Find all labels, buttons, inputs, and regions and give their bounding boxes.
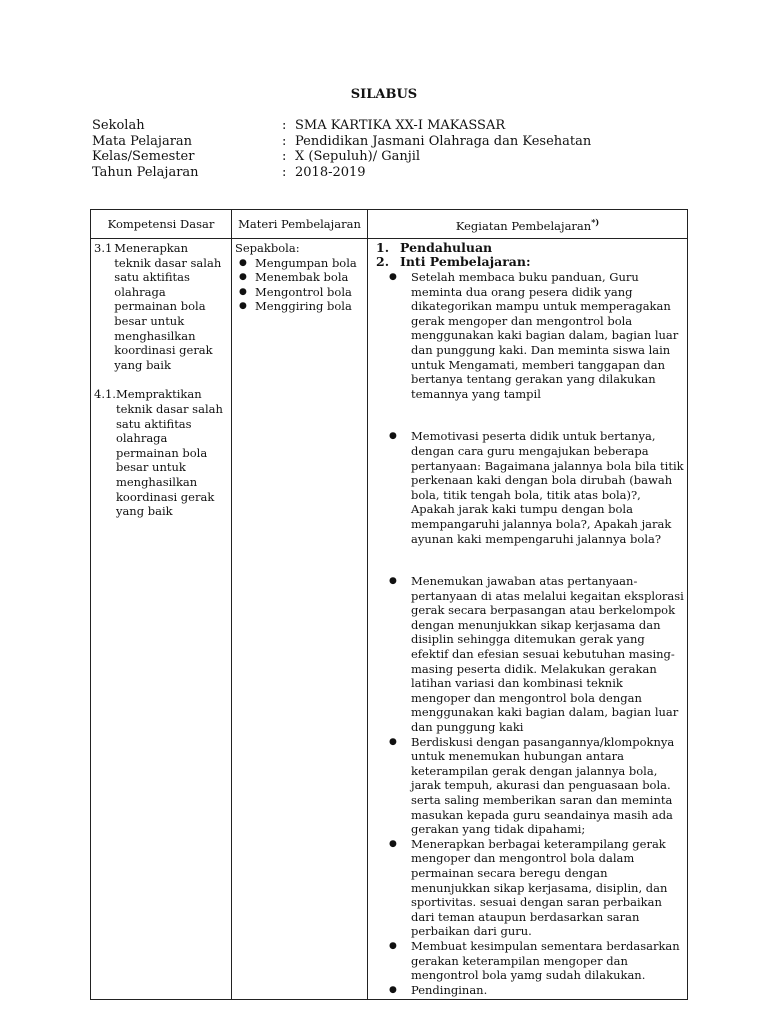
info-row-tahun-pelajaran [92, 165, 591, 181]
materi-list [235, 256, 364, 314]
bullet-icon: ● [389, 838, 397, 849]
kegiatan-list [371, 270, 684, 997]
list-item [371, 837, 684, 939]
materi-cell [232, 239, 368, 1000]
info-row-mata-pelajaran [92, 134, 591, 150]
bullet-icon: ● [239, 272, 247, 283]
info-row-sekolah [92, 118, 591, 134]
bullet-icon: ● [389, 736, 397, 747]
bullet-icon: ● [389, 272, 397, 282]
section-number: 1. [376, 240, 390, 255]
info-label: Kelas/Semester [92, 149, 195, 164]
list-item [371, 429, 684, 546]
info-label: Sekolah [92, 118, 145, 133]
materi-title: Sepakbola: [235, 241, 300, 255]
kompetensi-text: Menerapkan teknik dasar salah satu aktifitas olahraga permainan bola besar untuk menghasilkan koordinasi gerak yang baik [114, 241, 222, 372]
header-materi-pembelajaran: Materi Pembelajaran [232, 210, 368, 239]
info-value: Pendidikan Jasmani Olahraga dan Kesehatan [295, 133, 592, 149]
materi-item-text: Mengumpan bola [255, 255, 357, 270]
list-item [235, 285, 364, 300]
kompetensi-number: 4.1. [94, 387, 116, 402]
info-colon: : [282, 118, 287, 133]
kegiatan-item-text: Memotivasi peserta didik untuk bertanya, dengan cara guru mengajukan beberapa pertanyaan: Bagaimana jalannya bola bila titik perkenaan kaki dengan bola dirubah (bawah bola, titik tengah bola, titik atas bola)?, Apakah jarak kaki tumpu dengan bola mempangaruhi jalannya bola?, Apakah jarak ayunan kaki mempengaruhi jalannya bola? [411, 429, 684, 546]
section-number: 2. [376, 254, 390, 269]
kegiatan-item-text: Membuat kesimpulan sementara berdasarkan gerakan keterampilan mengoper dan mengontrol bola yamg sudah dilakukan. [411, 938, 680, 983]
header-kegiatan-label: Kegiatan Pembelajaran [455, 218, 592, 233]
bullet-icon: ● [239, 301, 247, 312]
materi-item-text: Mengontrol bola [255, 284, 352, 299]
materi-item-text: Menembak bola [255, 270, 349, 285]
bullet-icon: ● [239, 286, 247, 297]
info-label: Mata Pelajaran [92, 133, 193, 149]
list-item [371, 574, 684, 735]
kompetensi-item [94, 241, 228, 372]
section-title: Pendahuluan [400, 240, 493, 255]
kegiatan-item-text: Menerapkan berbagai keterampilang gerak mengoper dan mengontrol bola dalam permainan secara beregu dengan menunjukkan sikap kerjasama, disiplin, dan sportivitas. sesuai dengan saran perbaikan dari teman ataupun berdasarkan saran perbaikan dari guru. [411, 836, 668, 939]
kegiatan-item-text: Pendinginan. [411, 982, 488, 997]
info-row-kelas-semester [92, 149, 591, 165]
bullet-icon: ● [389, 431, 397, 442]
materi-item-text: Menggiring bola [255, 299, 352, 314]
list-item [371, 939, 684, 983]
info-value: 2018-2019 [295, 164, 366, 180]
kegiatan-item-text: Menemukan jawaban atas pertanyaan-pertanyaan di atas melalui kegaitan eksplorasi gerak secara berpasangan atau berkelompok dengan menunjukkan sikap kerjasama dan disiplin sehingga ditemukan gerak yang efektif dan efesian sesuai kebutuhan masing-masing peserta didik. Melakukan gerakan latihan variasi dan kombinasi teknik mengoper dan mengontrol bola dengan menggunakan kaki bagian dalam, bagian luar dan punggung kaki [411, 574, 684, 735]
bullet-icon: ● [389, 984, 397, 995]
list-item [235, 256, 364, 271]
info-colon: : [282, 149, 287, 164]
kegiatan-cell [368, 239, 688, 1000]
kompetensi-cell [91, 239, 232, 1000]
header-kegiatan-footnote-mark: *) [591, 216, 600, 227]
header-kegiatan-pembelajaran [368, 210, 688, 239]
table-row [91, 239, 688, 1000]
syllabus-table [90, 209, 688, 1000]
list-item [235, 299, 364, 314]
table-header-row [91, 210, 688, 239]
info-label: Tahun Pelajaran [92, 164, 199, 180]
info-value: SMA KARTIKA XX-I MAKASSAR [295, 118, 506, 133]
header-kompetensi-dasar: Kompetensi Dasar [91, 210, 232, 239]
list-item [371, 735, 684, 837]
bullet-icon: ● [239, 257, 247, 268]
section-pendahuluan [371, 241, 684, 255]
kegiatan-item-text: Setelah membaca buku panduan, Guru meminta dua orang pesera didik yang dikategorikan mampu untuk memperagakan gerak mengoper dan mengontrol bola menggunakan kaki bagian dalam, bagian luar dan punggung kaki. Dan meminta siswa lain untuk Mengamati, memberi tanggapan dan bertanya tentang gerakan yang dilakukan temannya yang tampil [411, 270, 679, 401]
bullet-icon: ● [389, 576, 397, 587]
kompetensi-item [94, 387, 228, 518]
kompetensi-number: 3.1 [94, 241, 113, 255]
document-title: SILABUS [350, 87, 418, 102]
list-item [371, 270, 684, 401]
info-colon: : [282, 164, 287, 180]
info-block [92, 118, 591, 180]
info-value: X (Sepuluh)/ Ganjil [295, 149, 421, 164]
kompetensi-text: Mempraktikan teknik dasar salah satu aktifitas olahraga permainan bola besar untuk menghasilkan koordinasi gerak yang baik [115, 387, 223, 519]
list-item [371, 983, 684, 998]
kegiatan-item-text: Berdiskusi dengan pasangannya/klompoknya untuk menemukan hubungan antara keterampilan gerak dengan jalannya bola, jarak tempuh, akurasi dan penguasaan bola. serta saling memberikan saran dan meminta masukan kepada guru seandainya masih ada gerakan yang tidak dipahami; [411, 734, 675, 837]
info-colon: : [282, 133, 287, 149]
bullet-icon: ● [389, 940, 397, 951]
list-item [235, 270, 364, 285]
section-title: Inti Pembelajaran: [400, 254, 531, 269]
section-inti-pembelajaran [371, 255, 684, 269]
